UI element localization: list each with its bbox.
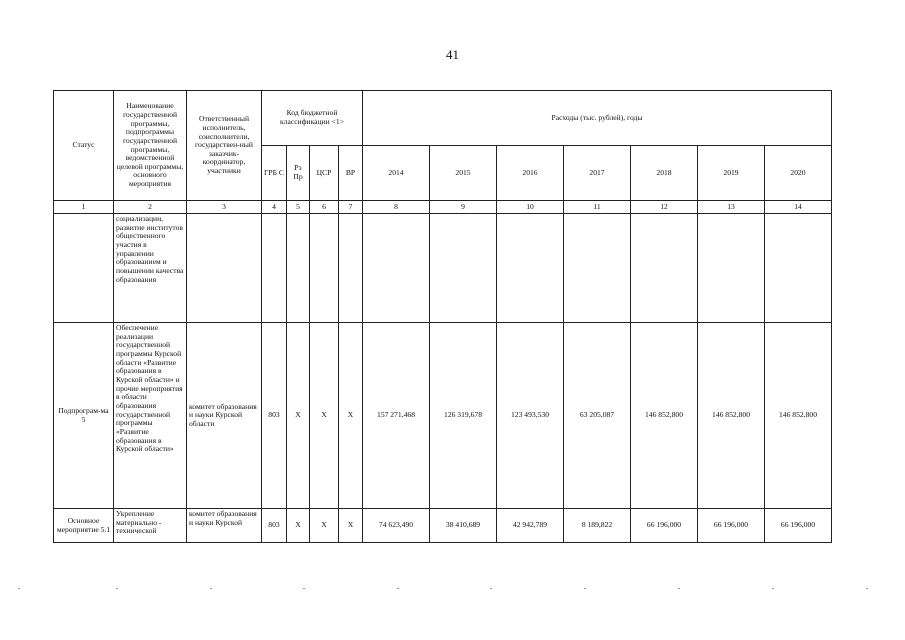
header-year: 2017: [564, 146, 631, 201]
row-csr: [310, 214, 339, 323]
row-value: [430, 214, 497, 323]
row-responsible: [187, 214, 262, 323]
column-number: 2: [114, 201, 187, 214]
table-row: [54, 214, 832, 323]
header-year: 2015: [430, 146, 497, 201]
table-row: [54, 509, 832, 543]
row-value: 157 271,468: [363, 323, 430, 509]
row-grbs: 803: [262, 509, 287, 543]
row-responsible: комитет образования и науки Курской: [187, 509, 262, 543]
row-value: 146 852,800: [631, 323, 698, 509]
row-value: 126 319,678: [430, 323, 497, 509]
scan-edge-marks: [0, 588, 905, 592]
row-status: [54, 214, 114, 323]
column-number: 4: [262, 201, 287, 214]
column-number: 8: [363, 201, 430, 214]
row-value: [631, 214, 698, 323]
row-vr: Х: [339, 323, 363, 509]
row-value: 38 410,689: [430, 509, 497, 543]
table-row: [54, 323, 832, 509]
column-number-row: [54, 201, 832, 214]
row-value: 146 852,800: [765, 323, 832, 509]
row-name: Обеспечение реализации государственной программы Курской области «Развитие образования в Курской области» и прочие мероприятия в области образования государственной программы «Развитие образования в Курской области»: [114, 323, 187, 509]
row-grbs: 803: [262, 323, 287, 509]
header-year: 2016: [497, 146, 564, 201]
column-number: 11: [564, 201, 631, 214]
column-number: 9: [430, 201, 497, 214]
row-value: 146 852,800: [698, 323, 765, 509]
header-grbs: ГРБ С: [262, 146, 287, 201]
header-name: Наименование государственной программы, подпрограммы государственной программы, ведомственной целевой программы, основного мероприятия: [114, 91, 187, 201]
row-value: 66 196,000: [631, 509, 698, 543]
header-vr: ВР: [339, 146, 363, 201]
row-value: 66 196,000: [698, 509, 765, 543]
row-value: [497, 214, 564, 323]
page-number: 41: [446, 47, 459, 62]
header-status: Статус: [54, 91, 114, 201]
row-value: 8 189,822: [564, 509, 631, 543]
row-value: 63 205,087: [564, 323, 631, 509]
column-number: 5: [287, 201, 310, 214]
header-expenses: Расходы (тыс. рублей), годы: [363, 91, 832, 146]
row-vr: [339, 214, 363, 323]
row-name: социализации, развитие институтов общественного участия в управлении образованием и повышении качества образования: [114, 214, 187, 323]
row-value: 66 196,000: [765, 509, 832, 543]
row-rzpr: Х: [287, 509, 310, 543]
column-number: 14: [765, 201, 832, 214]
row-value: 123 493,530: [497, 323, 564, 509]
column-number: 12: [631, 201, 698, 214]
row-value: [765, 214, 832, 323]
row-value: [698, 214, 765, 323]
header-year: 2014: [363, 146, 430, 201]
column-number: 6: [310, 201, 339, 214]
budget-table: [53, 90, 832, 543]
row-status: Основное мероприятие 5.1: [54, 509, 114, 543]
row-name: Укрепление материально - технической: [114, 509, 187, 543]
row-status: Подпрограм-ма 5: [54, 323, 114, 509]
row-value: [363, 214, 430, 323]
row-csr: Х: [310, 509, 339, 543]
header-year: 2018: [631, 146, 698, 201]
header-budget-code: Код бюджетной классификации <1>: [262, 91, 363, 146]
column-number: 3: [187, 201, 262, 214]
column-number: 13: [698, 201, 765, 214]
column-number: 10: [497, 201, 564, 214]
row-value: [564, 214, 631, 323]
row-rzpr: Х: [287, 323, 310, 509]
header-year: 2019: [698, 146, 765, 201]
row-responsible: комитет образования и науки Курской области: [187, 323, 262, 509]
header-csr: ЦСР: [310, 146, 339, 201]
row-rzpr: [287, 214, 310, 323]
header-year: 2020: [765, 146, 832, 201]
row-value: 74 623,490: [363, 509, 430, 543]
row-csr: Х: [310, 323, 339, 509]
header-row-top: [54, 91, 832, 146]
row-grbs: [262, 214, 287, 323]
header-responsible: Ответственный исполнитель, соисполнители, государствен-ный заказчик-координатор, участники: [187, 91, 262, 201]
column-number: 7: [339, 201, 363, 214]
row-value: 42 942,789: [497, 509, 564, 543]
column-number: 1: [54, 201, 114, 214]
header-rzpr: Рз Пр: [287, 146, 310, 201]
row-vr: Х: [339, 509, 363, 543]
